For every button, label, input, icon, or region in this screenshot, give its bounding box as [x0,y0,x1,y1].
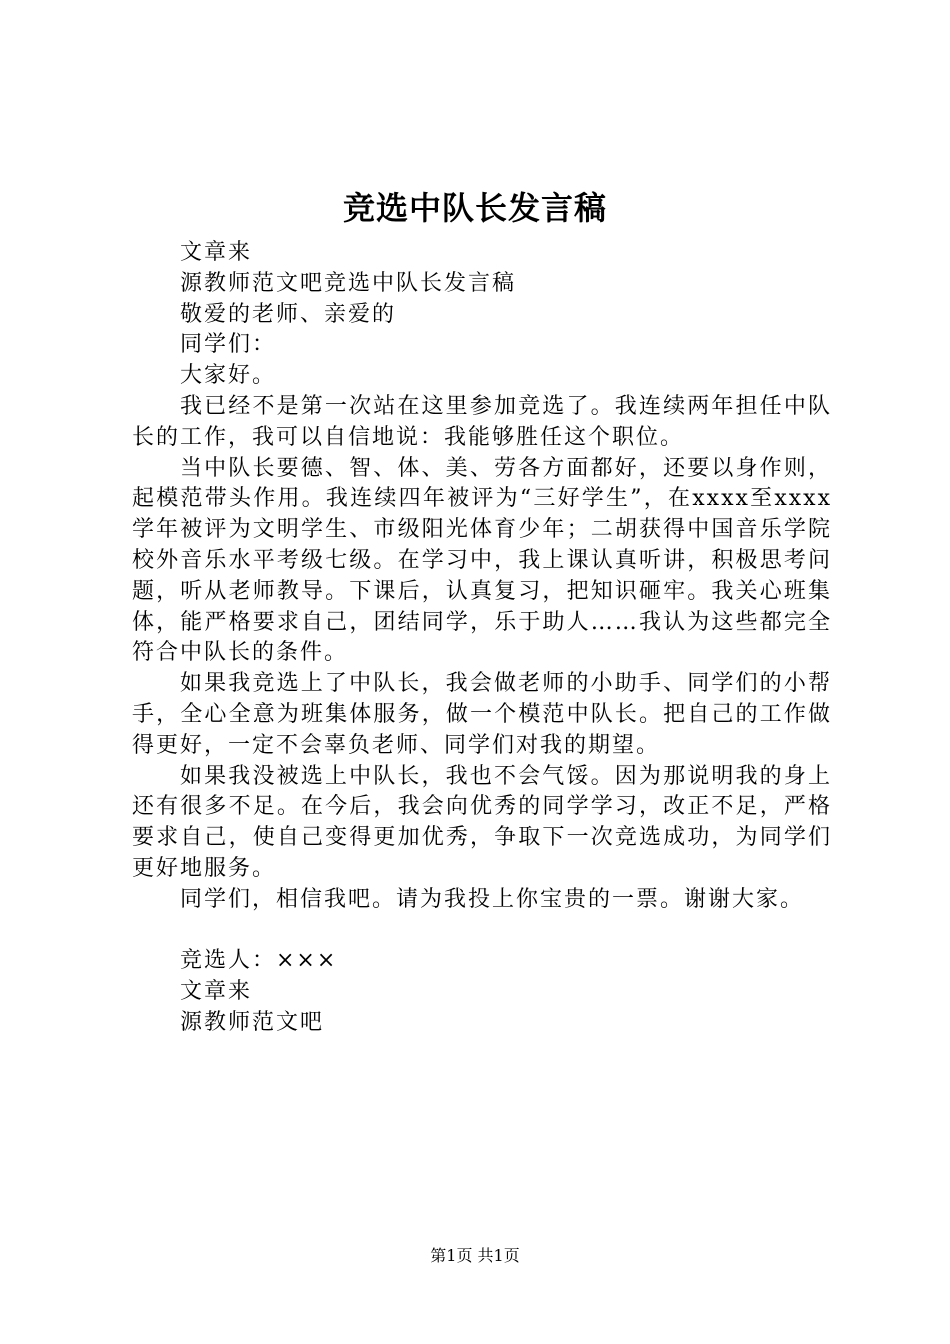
closing-line: 文章来 [180,979,253,1005]
header-line: 文章来 [180,240,253,265]
header-line: 源教师范文吧竞选中队长发言稿 [180,270,517,296]
document-body [132,238,832,1039]
closing-line: 源教师范文吧 [180,1009,325,1035]
paragraph: 当中队长要德、智、体、美、劳各方面都好，还要以身作则，起模范带头作用。我连续四年被评为“三好学生”，在xxxx至xxxx学年被评为文明学生、市级阳光体育少年；二胡获得中国音乐学院校外音乐水平考级七级。在学习中，我上课认真听讲，积极思考问题，听从老师教导。下课后，认真复习，把知识砸牢。我关心班集体，能严格要求自己，团结同学，乐于助人……我认为这些都完全符合中队长的条件。 [132,455,832,666]
paragraph: 如果我没被选上中队长，我也不会气馁。因为那说明我的身上还有很多不足。在今后，我会向优秀的同学学习，改正不足，严格要求自己，使自己变得更加优秀，争取下一次竞选成功，为同学们更好地服务。 [132,763,832,881]
page-footer: 第1页 共1页 [430,1246,520,1265]
paragraph: 同学们，相信我吧。请为我投上你宝贵的一票。谢谢大家。 [180,886,805,912]
header-line: 大家好。 [180,363,277,389]
blank-line [132,916,832,947]
paragraph: 如果我竞选上了中队长，我会做老师的小助手、同学们的小帮手，全心全意为班集体服务，做一个模范中队长。把自己的工作做得更好，一定不会辜负老师、同学们对我的期望。 [132,671,832,758]
document-title: 竞选中队长发言稿 [342,189,607,227]
header-line: 敬爱的老师、亲爱的 [180,301,397,327]
paragraph: 我已经不是第一次站在这里参加竞选了。我连续两年担任中队长的工作，我可以自信地说：我能够胜任这个职位。 [132,393,832,450]
closing-line: 竞选人：××× [180,948,338,974]
header-line: 同学们： [180,332,277,358]
